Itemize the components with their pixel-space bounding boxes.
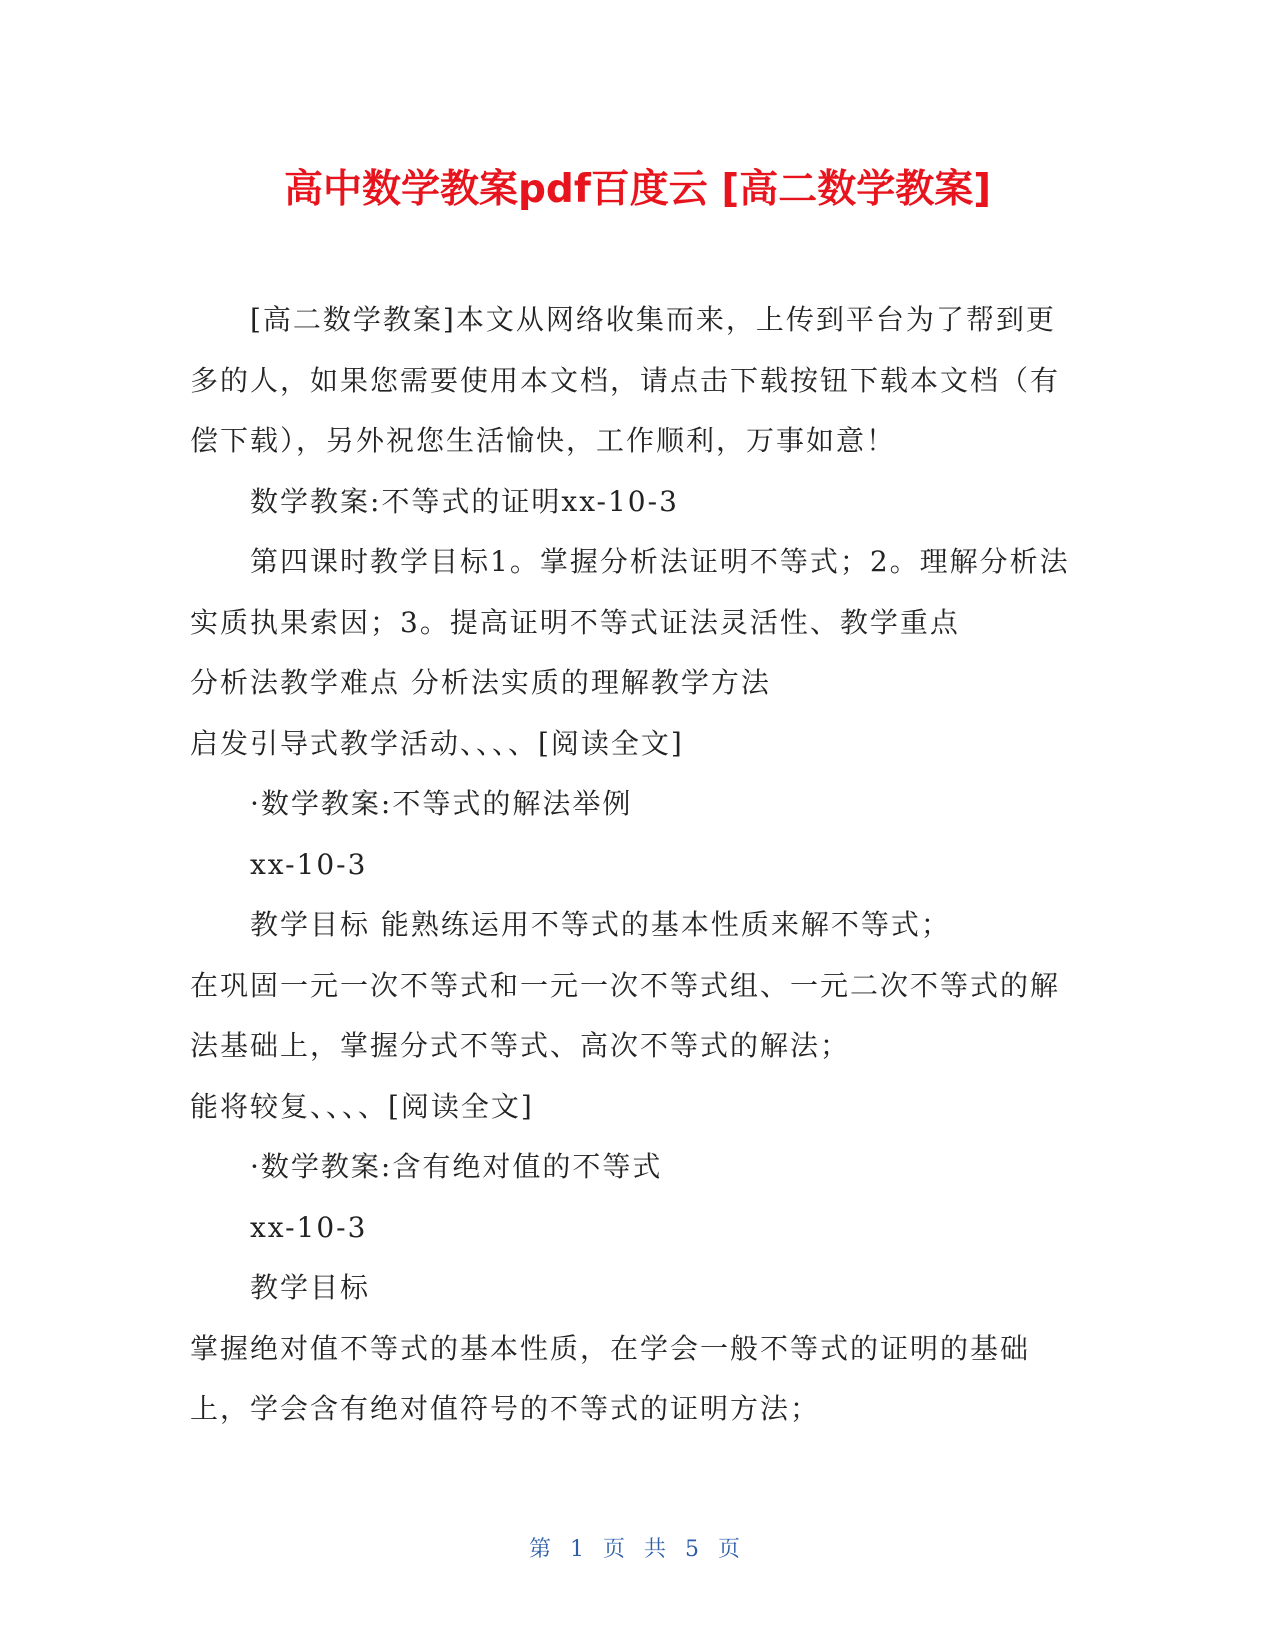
footer-prefix: 第 <box>528 1537 557 1562</box>
article-2-date: xx-10-3 <box>250 847 368 881</box>
article-2-detail: 在巩固一元一次不等式和一元一次不等式组、一元二次不等式的解法基础上，掌握分式不等式、高次不等式的解法； <box>190 968 1061 1062</box>
article-2-objective: 教学目标 能熟练运用不等式的基本性质来解不等式； <box>250 908 951 941</box>
article-3-date: xx-10-3 <box>250 1210 368 1244</box>
intro-paragraph: [高二数学教案]本文从网络收集而来，上传到平台为了帮到更多的人，如果您需要使用本文档，请点击下载按钮下载本文档（有偿下载），另外祝您生活愉快，工作顺利，万事如意！ <box>190 303 1061 457</box>
footer-current-page: 1 <box>570 1537 590 1562</box>
article-1-heading: 数学教案:不等式的证明xx-10-3 <box>250 484 679 518</box>
page-footer <box>0 1535 1275 1565</box>
article-3-objective: 掌握绝对值不等式的基本性质，在学会一般不等式的证明的基础上，学会含有绝对值符号的不等式的证明方法； <box>190 1331 1031 1425</box>
article-2-heading: ·数学教案:不等式的解法举例 <box>250 787 633 820</box>
footer-suffix: 页 <box>718 1537 747 1562</box>
article-3-heading: ·数学教案:含有绝对值的不等式 <box>250 1150 663 1183</box>
article-2-more: 能将较复、、、、[阅读全文] <box>190 1089 534 1123</box>
document-body <box>190 290 1070 1440</box>
article-1-difficulty: 分析法教学难点 分析法实质的理解教学方法 <box>190 666 771 699</box>
footer-mid: 页 共 <box>603 1537 672 1562</box>
article-1-activity: 启发引导式教学活动、、、、[阅读全文] <box>190 726 684 760</box>
article-3-objective-label: 教学目标 <box>250 1271 371 1304</box>
article-1-objectives: 第四课时教学目标1。掌握分析法证明不等式；2。理解分析法实质执果索因；3。提高证明不等式证法灵活性、教学重点 <box>190 545 1070 639</box>
document-title: 高中数学教案pdf百度云 [高二数学教案] <box>283 167 992 212</box>
footer-total-pages: 5 <box>685 1537 705 1562</box>
